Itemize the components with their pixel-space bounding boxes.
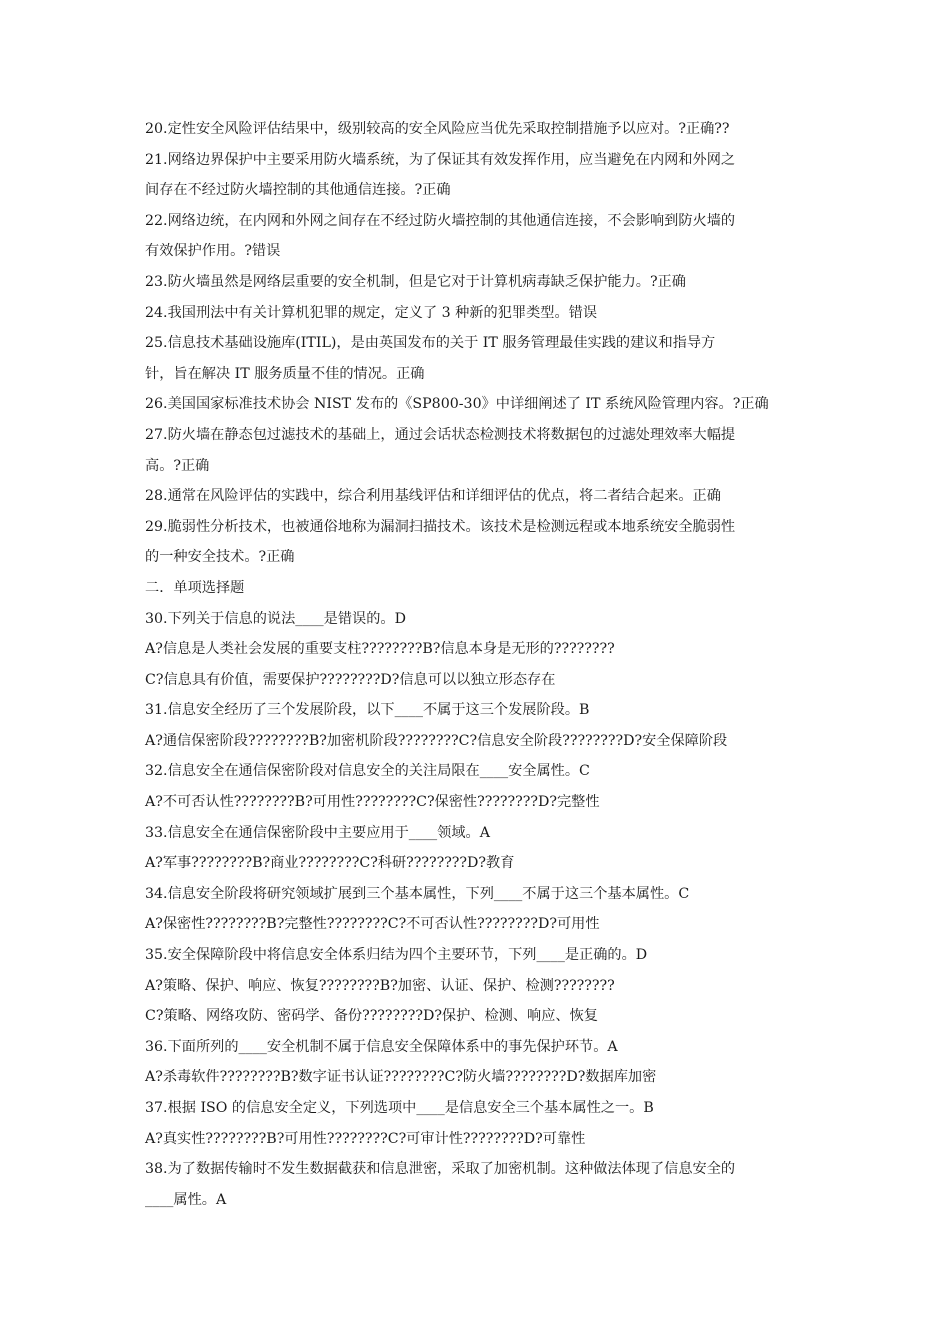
options-line: A?信息是人类社会发展的重要支柱????????B?信息本身是无形的????????: [145, 641, 615, 658]
text-line: 22.网络边统，在内网和外网之间存在不经过防火墙控制的其他通信连接，不会影响到防火墙的: [145, 212, 736, 229]
section-heading: 二．单项选择题: [145, 579, 245, 596]
text-line: 27.防火墙在静态包过滤技术的基础上，通过会话状态检测技术将数据包的过滤处理效率大幅提: [145, 426, 736, 443]
text-line: 20.定性安全风险评估结果中，级别较高的安全风险应当优先采取控制措施予以应对。?正确??: [145, 121, 730, 137]
text-line: 26.美国国家标准技术协会 NIST 发布的《SP800-30》中详细阐述了 IT 系统风险管理内容。?正确: [145, 396, 769, 413]
text-line: 21.网络边界保护中主要采用防火墙系统，为了保证其有效发挥作用，应当避免在内网和外网之: [145, 151, 736, 168]
options-line: C?信息具有价值，需要保护????????D?信息可以以独立形态存在: [145, 671, 556, 688]
text-line: 29.脆弱性分析技术，也被通俗地称为漏洞扫描技术。该技术是检测远程或本地系统安全脆弱性: [145, 518, 736, 535]
question-line: 32.信息安全在通信保密阶段对信息安全的关注局限在____安全属性。C: [145, 763, 590, 780]
text-line: 24.我国刑法中有关计算机犯罪的规定，定义了 3 种新的犯罪类型。错误: [145, 304, 598, 321]
text-line: 间存在不经过防火墙控制的其他通信连接。?正确: [145, 182, 451, 199]
options-line: A?杀毒软件????????B?数字证书认证????????C?防火墙????????D?数据库加密: [145, 1069, 657, 1086]
question-line: 33.信息安全在通信保密阶段中主要应用于____领域。A: [145, 824, 490, 841]
question-line: 37.根据 ISO 的信息安全定义，下列选项中____是信息安全三个基本属性之一。B: [145, 1100, 654, 1116]
question-line: 30.下列关于信息的说法____是错误的。D: [145, 610, 406, 627]
text-line: 28.通常在风险评估的实践中，综合利用基线评估和详细评估的优点，将二者结合起来。正确: [145, 488, 721, 505]
question-line: 35.安全保障阶段中将信息安全体系归结为四个主要环节，下列____是正确的。D: [145, 947, 648, 964]
question-line: 34.信息安全阶段将研究领域扩展到三个基本属性，下列____不属于这三个基本属性。C: [145, 885, 690, 902]
question-line: 38.为了数据传输时不发生数据截获和信息泄密，采取了加密机制。这种做法体现了信息安全的: [145, 1161, 736, 1178]
text-line: 针，旨在解决 IT 服务质量不佳的情况。正确: [145, 365, 425, 382]
text-line: 25.信息技术基础设施库(ITIL)，是由英国发布的关于 IT 服务管理最佳实践的建议和指导方: [145, 335, 716, 352]
options-line: A?不可否认性????????B?可用性????????C?保密性????????D?完整性: [145, 794, 600, 811]
options-line: A?保密性????????B?完整性????????C?不可否认性????????D?可用性: [145, 916, 600, 933]
text-line: ____属性。A: [145, 1191, 227, 1208]
question-line: 31.信息安全经历了三个发展阶段，以下____不属于这三个发展阶段。B: [145, 702, 590, 719]
question-line: 36.下面所列的____安全机制不属于信息安全保障体系中的事先保护环节。A: [145, 1038, 618, 1055]
options-line: A?通信保密阶段????????B?加密机阶段????????C?信息安全阶段????????D?安全保障阶段: [145, 732, 728, 749]
document-body: [145, 114, 810, 1215]
options-line: A?真实性????????B?可用性????????C?可审计性????????D?可靠性: [145, 1130, 586, 1147]
text-line: 的一种安全技术。?正确: [145, 549, 295, 566]
text-line: 高。?正确: [145, 457, 210, 474]
options-line: A?策略、保护、响应、恢复????????B?加密、认证、保护、检测????????: [145, 977, 615, 994]
options-line: A?军事????????B?商业????????C?科研????????D?教育: [145, 855, 515, 872]
text-line: 有效保护作用。?错误: [145, 243, 281, 260]
options-line: C?策略、网络攻防、密码学、备份????????D?保护、检测、响应、恢复: [145, 1008, 598, 1025]
text-line: 23.防火墙虽然是网络层重要的安全机制，但是它对于计算机病毒缺乏保护能力。?正确: [145, 273, 686, 290]
